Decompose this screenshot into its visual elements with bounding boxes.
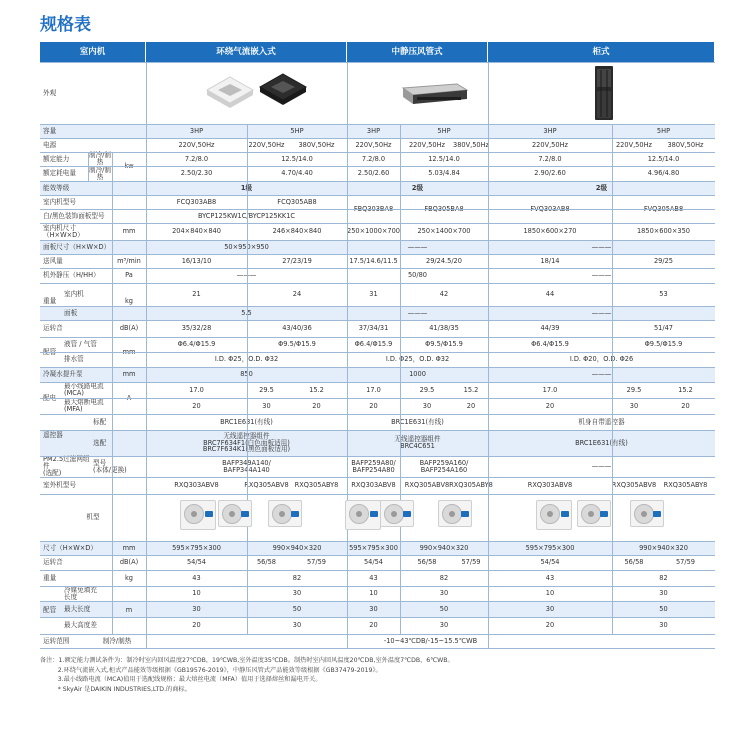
outdoor-size-value: 990×940×320	[419, 543, 469, 552]
power-consumption-value: 4.70/4.40	[281, 169, 313, 178]
row-divider	[40, 414, 715, 415]
label-electric: 配电	[43, 393, 57, 402]
drain-value: I.D. Φ20，O.D. Φ26	[569, 355, 634, 364]
hp-value: 3HP	[189, 126, 204, 135]
brand-logo-icon	[653, 511, 661, 517]
charge-free-value: 30	[439, 589, 449, 598]
empty-value: ———	[591, 308, 612, 317]
label-unit-mm: mm	[122, 227, 136, 236]
outdoor-model-value: RXQ305ABV8	[404, 481, 450, 490]
row-divider	[40, 570, 715, 571]
max-length-value: 50	[292, 604, 302, 613]
label-op-cool-heat: 制冷/制热	[102, 636, 132, 645]
row-divider	[40, 648, 715, 649]
liquid-gas-value: Φ9.5/Φ15.9	[425, 340, 463, 349]
max-length-value: 50	[439, 604, 449, 613]
label-pm25-model: 型号 (本体/更换)	[93, 458, 127, 474]
static-pressure-value: 50/80	[407, 271, 427, 280]
label-outdoor-weight: 重量	[43, 573, 57, 582]
indoor-model-value: FBQ305BA8	[424, 204, 464, 213]
outdoor-noise-value: 56/58	[624, 558, 644, 567]
label-mca: 最小线路电流 (MCA)	[64, 382, 104, 397]
capacity-value: 12.5/14.0	[647, 154, 680, 163]
charge-free-value: 10	[369, 589, 378, 598]
label-outdoor-size: 尺寸（H×W×D）	[43, 543, 97, 552]
airflow-value: 17.5/14.6/11.5	[349, 256, 398, 265]
label-pm25: PM2.5过滤网组件 (选配)	[43, 455, 90, 477]
brand-logo-icon	[403, 511, 411, 517]
airflow-value: 27/23/19	[282, 256, 312, 265]
power-value: 220V,50Hz	[178, 140, 215, 149]
mfa-value: 20	[192, 401, 201, 410]
power-consumption-value: 4.96/4.80	[647, 169, 680, 178]
row-divider	[40, 586, 715, 587]
mca-value: 17.0	[189, 385, 204, 394]
row-divider	[40, 283, 715, 284]
noise-value: 43/40/36	[282, 324, 312, 333]
col-divider	[88, 152, 89, 181]
row-divider	[40, 240, 715, 241]
power-value: 220V,50Hz	[615, 140, 652, 149]
header-duct: 中静压风管式	[347, 42, 488, 62]
outdoor-size-value: 595×795×300	[349, 543, 398, 552]
indoor-size-value: 246×840×840	[272, 227, 322, 236]
max-length-value: 30	[545, 604, 555, 613]
airflow-value: 29/24.5/20	[426, 256, 462, 265]
empty-value: ———	[591, 370, 612, 379]
mca-value: 17.0	[366, 385, 381, 394]
power-consumption-value: 2.90/2.60	[534, 169, 566, 178]
mfa-value: 20	[681, 401, 690, 410]
mca-value: 29.5	[626, 385, 642, 394]
label-appearance: 外观	[43, 88, 57, 97]
capacity-value: 12.5/14.0	[428, 154, 460, 163]
row-divider	[40, 382, 715, 383]
mfa-value: 20	[545, 401, 555, 410]
label-panel-size: 面板尺寸（H×W×D）	[43, 242, 111, 251]
row-divider	[40, 195, 715, 196]
row-divider	[40, 541, 715, 542]
label-unit-m: m	[125, 605, 133, 614]
max-length-value: 30	[369, 604, 378, 613]
label-airflow: 送风量	[43, 256, 63, 265]
label-controller: 遥控器	[43, 430, 63, 439]
col-divider	[488, 62, 489, 648]
hp-value: 3HP	[366, 126, 381, 135]
row-divider	[40, 555, 715, 556]
label-unit-db: dB(A)	[119, 558, 139, 567]
brand-logo-icon	[600, 511, 608, 517]
outdoor-weight-value: 43	[369, 573, 378, 582]
row-divider	[40, 601, 715, 602]
label-unit-mm: mm	[122, 370, 136, 379]
outdoor-unit-image	[536, 500, 572, 530]
outdoor-weight-value: 82	[292, 573, 302, 582]
mca-value: 15.2	[309, 385, 324, 394]
pm25-value: BAFP259A160/ BAFP254A160	[419, 458, 469, 474]
liquid-gas-value: Φ9.5/Φ15.9	[278, 340, 316, 349]
indoor-model-value: FCQ305AB8	[277, 197, 317, 206]
row-divider	[40, 398, 715, 399]
row-divider	[40, 268, 715, 269]
weight-indoor-value: 42	[439, 290, 449, 299]
label-indoor-size: 室内机尺寸（H×W×D）	[43, 223, 84, 239]
noise-value: 51/47	[653, 324, 673, 333]
label-liquid-gas: 液管 / 气管	[64, 340, 97, 349]
outdoor-size-value: 990×940×320	[272, 543, 322, 552]
fan-icon	[184, 504, 204, 524]
indoor-size-value: 250×1000×700	[347, 227, 401, 236]
fan-icon	[634, 504, 654, 524]
mfa-value: 30	[422, 401, 432, 410]
weight-indoor-value: 53	[659, 290, 668, 299]
row-divider	[40, 166, 715, 167]
row-divider	[40, 124, 715, 125]
empty-value: ———	[591, 242, 612, 251]
label-max-length: 最大长度	[64, 604, 91, 613]
note-1: 备注：1.额定能力测试条件为：制冷时室内回风温度27℃DB，19℃WB,室外温度35℃DB。制热时室内回风温度20℃DB,室外温度7℃DB，6℃WB。	[40, 657, 454, 664]
panel-size-value: 50×950×950	[224, 242, 269, 251]
brand-logo-icon	[205, 511, 213, 517]
row-divider	[40, 181, 715, 182]
outdoor-unit-image	[268, 500, 302, 527]
brand-logo-icon	[291, 511, 299, 517]
capacity-value: 7.2/8.0	[184, 154, 209, 163]
empty-value: ———	[407, 242, 428, 251]
noise-value: 35/32/28	[181, 324, 212, 333]
outdoor-weight-value: 82	[659, 573, 668, 582]
brand-logo-icon	[461, 511, 469, 517]
op-range-value: -10~43℃DB/-15~15.5℃WB	[383, 636, 478, 645]
duct-unit-image	[399, 80, 469, 110]
label-power: 电源	[43, 140, 57, 149]
max-height-value: 20	[192, 621, 201, 630]
row-divider	[40, 634, 715, 635]
label-unit-pa: Pa	[125, 271, 133, 280]
capacity-value: 12.5/14.0	[281, 154, 313, 163]
label-drain-lift: 冷凝水提升泵	[43, 370, 83, 379]
note-2: 2.环绕气流嵌入式,柜式产品能效等级根据《GB19576-2019》，中静压风管式产品能效等级根据《GB37479-2019》。	[40, 666, 382, 674]
label-weight-panel: 面板	[64, 308, 78, 317]
label-capacity: 容量	[43, 126, 57, 135]
fan-icon	[384, 504, 404, 524]
label-standard: 标配	[93, 417, 107, 426]
empty-value: ———	[591, 271, 612, 280]
mfa-value: 20	[369, 401, 378, 410]
black-cassette-unit-image	[258, 72, 308, 108]
label-unit-mm: mm	[122, 543, 136, 552]
efficiency-value: 1级	[240, 183, 253, 192]
weight-indoor-value: 31	[369, 290, 378, 299]
mfa-value: 30	[629, 401, 639, 410]
outdoor-model-value: RXQ305ABY8	[663, 481, 708, 490]
indoor-size-value: 250×1400×700	[417, 227, 471, 236]
outdoor-noise-value: 54/54	[363, 558, 383, 567]
outdoor-model-value: RXQ305ABY8	[294, 481, 339, 490]
label-charge-free: 冷媒免填充 长度	[64, 585, 97, 601]
power-consumption-value: 2.50/2.60	[357, 169, 390, 178]
page-title: 规格表	[40, 15, 91, 35]
row-divider	[40, 617, 715, 618]
max-height-value: 30	[292, 621, 302, 630]
footnotes	[40, 656, 720, 694]
empty-value: ———	[407, 308, 428, 317]
outdoor-unit-image	[438, 500, 472, 527]
noise-value: 44/39	[540, 324, 560, 333]
fan-icon	[272, 504, 292, 524]
floor-standing-unit-image	[593, 65, 615, 121]
label-unit-kg: kg	[124, 297, 133, 306]
col-divider	[247, 124, 248, 634]
outdoor-model-value: RXQ305ABV8	[244, 481, 289, 490]
outdoor-unit-image	[218, 500, 252, 527]
liquid-gas-value: Φ6.4/Φ15.9	[354, 340, 393, 349]
label-noise: 运转音	[43, 324, 63, 333]
label-static-pressure: 机外静压（H/HH）	[43, 271, 100, 280]
mfa-value: 20	[466, 401, 476, 410]
label-unit-mm: mm	[122, 347, 136, 356]
label-unit-model: 机型	[86, 513, 100, 522]
label-outdoor-model: 室外机型号	[43, 481, 76, 490]
fan-icon	[540, 504, 560, 524]
power-value: 380V,50Hz	[298, 140, 335, 149]
note-3: 3.最小线路电流（MCA)值用于选配线规格；最大熔丝电流（MFA）值用于选择熔丝和漏电开关。	[40, 676, 322, 684]
label-unit-airflow: m³/min	[117, 256, 141, 265]
controller-standard-value: BRC1E631(有线)	[220, 417, 273, 426]
label-optional: 选配	[93, 438, 107, 447]
max-height-value: 30	[439, 621, 449, 630]
row-divider	[40, 456, 715, 457]
row-divider	[40, 254, 715, 255]
outdoor-model-value: RXQ305ABV8	[611, 481, 657, 490]
outdoor-size-value: 595×795×300	[525, 543, 575, 552]
power-consumption-value: 2.50/2.30	[180, 169, 213, 178]
weight-panel-value: 5.5	[241, 308, 252, 317]
row-divider	[40, 152, 715, 153]
outdoor-noise-value: 54/54	[540, 558, 560, 567]
hp-value: 5HP	[290, 126, 304, 135]
mca-value: 29.5	[259, 385, 274, 394]
power-value: 380V,50Hz	[667, 140, 704, 149]
row-divider	[40, 494, 715, 495]
power-consumption-value: 5.03/4.84	[428, 169, 460, 178]
max-length-value: 30	[192, 604, 201, 613]
pm25-value: BAFP349A140/ BAFP344A140	[222, 458, 271, 474]
label-drain: 排水管	[64, 355, 84, 364]
mca-value: 29.5	[419, 385, 435, 394]
white-cassette-unit-image	[205, 75, 255, 111]
outdoor-unit-image	[345, 500, 381, 530]
label-weight: 重量	[43, 297, 57, 306]
label-cool-heat: 制冷/制热	[88, 151, 111, 166]
weight-indoor-value: 21	[192, 290, 201, 299]
indoor-model-value: FVQ303AB8	[530, 204, 570, 213]
label-weight-indoor: 室内机	[64, 290, 84, 299]
label-rated-capacity: 额定能力	[43, 154, 70, 163]
header-floor: 柜式	[488, 42, 715, 62]
label-unit-db: dB(A)	[119, 324, 139, 333]
power-value: 220V,50Hz	[248, 140, 285, 149]
noise-value: 37/34/31	[358, 324, 389, 333]
efficiency-value: 2级	[411, 183, 424, 192]
mca-value: 15.2	[678, 385, 693, 394]
fan-icon	[222, 504, 242, 524]
power-value: 220V,50Hz	[531, 140, 568, 149]
max-height-value: 20	[545, 621, 555, 630]
controller-standard-value: 机身自带遥控器	[578, 417, 625, 426]
outdoor-noise-value: 56/58	[417, 558, 437, 567]
note-4: * SkyAir 是DAIKIN INDUSTRIES,LTD.的商标。	[40, 685, 191, 693]
header-cassette: 环绕气流嵌入式	[146, 42, 347, 62]
label-piping: 配管	[43, 605, 57, 614]
panel-model-value: BYCP125KW1C/BYCP125KK1C	[197, 211, 296, 220]
col-divider	[347, 62, 348, 648]
indoor-model-value: FBQ303BA8	[353, 204, 394, 213]
pm25-value: BAFP259A80/ BAFP254A80	[351, 458, 396, 474]
liquid-gas-value: Φ9.5/Φ15.9	[644, 340, 683, 349]
label-unit-kw: kw	[124, 162, 134, 171]
weight-indoor-value: 44	[545, 290, 555, 299]
charge-free-value: 10	[545, 589, 555, 598]
controller-standard-value: BRC1E631(有线)	[391, 417, 444, 426]
label-unit-a: A	[126, 393, 132, 402]
max-height-value: 30	[659, 621, 668, 630]
label-efficiency: 能效等级	[43, 183, 70, 192]
outdoor-unit-image	[180, 500, 216, 530]
mfa-value: 20	[312, 401, 321, 410]
row-divider	[40, 337, 715, 338]
label-indoor-model: 室内机型号	[43, 197, 76, 206]
fan-icon	[442, 504, 462, 524]
mca-value: 15.2	[463, 385, 479, 394]
brand-logo-icon	[561, 511, 569, 517]
mca-value: 17.0	[542, 385, 558, 394]
outdoor-noise-value: 56/58	[256, 558, 276, 567]
liquid-gas-value: Φ6.4/Φ15.9	[531, 340, 569, 349]
label-cool-heat: 制冷/制热	[88, 165, 111, 181]
hp-value: 5HP	[656, 126, 671, 135]
row-divider	[40, 209, 715, 210]
indoor-model-value: FVQ305AB8	[643, 204, 684, 213]
outdoor-noise-value: 57/59	[675, 558, 695, 567]
hp-value: 5HP	[437, 126, 451, 135]
power-value: 220V,50Hz	[408, 140, 445, 149]
controller-optional-value: 无线遥控器组件 BRC7F634F1(白色面板适用) BRC7F634K1(黑色面板适用)	[202, 431, 291, 454]
fan-icon	[349, 504, 369, 524]
brand-logo-icon	[241, 511, 249, 517]
efficiency-value: 2级	[595, 183, 608, 192]
outdoor-size-value: 990×940×320	[639, 543, 688, 552]
row-divider	[40, 223, 715, 224]
hp-value: 3HP	[543, 126, 557, 135]
drain-lift-value: 850	[240, 370, 253, 379]
brand-logo-icon	[370, 511, 378, 517]
controller-optional-value: BRC1E631(有线)	[575, 438, 628, 447]
label-rated-power: 额定耗电量	[43, 169, 76, 178]
row-divider	[40, 430, 715, 431]
airflow-value: 29/25	[653, 256, 673, 265]
airflow-value: 16/13/10	[181, 256, 212, 265]
max-length-value: 50	[659, 604, 668, 613]
drain-lift-value: 1000	[409, 370, 426, 379]
indoor-size-value: 204×840×840	[172, 227, 221, 236]
label-panel-model: 白/黑色装饰面板型号	[43, 211, 105, 220]
capacity-value: 7.2/8.0	[361, 154, 386, 163]
label-max-height: 最大高度差	[64, 621, 97, 630]
col-divider	[112, 152, 113, 634]
charge-free-value: 30	[292, 589, 302, 598]
col-divider	[146, 62, 147, 648]
power-value: 380V,50Hz	[453, 140, 490, 149]
col-divider	[400, 124, 401, 634]
outdoor-noise-value: 57/59	[306, 558, 326, 567]
outdoor-model-value: RXQ303ABV8	[527, 481, 573, 490]
row-divider	[40, 352, 715, 353]
label-op-range: 运转范围	[43, 636, 70, 645]
empty-value: ———	[236, 271, 257, 280]
capacity-value: 7.2/8.0	[538, 154, 562, 163]
noise-value: 41/38/35	[429, 324, 459, 333]
indoor-model-value: FCQ303AB8	[176, 197, 217, 206]
row-divider	[40, 306, 715, 307]
power-value: 220V,50Hz	[355, 140, 392, 149]
outdoor-unit-image	[380, 500, 414, 527]
max-height-value: 20	[369, 621, 378, 630]
indoor-size-value: 1850×600×270	[523, 227, 577, 236]
empty-value: ———	[591, 462, 612, 471]
airflow-value: 18/14	[540, 256, 560, 265]
label-unit-kg: kg	[124, 573, 133, 582]
controller-optional-value: 无线遥控器组件 BRC4C651	[394, 435, 441, 450]
label-mfa: 最大熔断电流 (MFA)	[64, 398, 104, 413]
charge-free-value: 30	[659, 589, 668, 598]
weight-indoor-value: 24	[292, 290, 302, 299]
outdoor-noise-value: 57/59	[461, 558, 481, 567]
fan-icon	[581, 504, 601, 524]
col-divider	[612, 124, 613, 634]
header-indoor: 室内机	[40, 42, 146, 62]
outdoor-unit-image	[630, 500, 664, 527]
row-divider	[40, 320, 715, 321]
outdoor-weight-value: 43	[545, 573, 555, 582]
outdoor-model-value: RXQ303ABV8	[174, 481, 219, 490]
row-divider	[40, 138, 715, 139]
indoor-size-value: 1850×600×350	[636, 227, 690, 236]
label-outdoor-noise: 运转音	[43, 558, 63, 567]
row-divider	[40, 477, 715, 478]
outdoor-weight-value: 43	[192, 573, 201, 582]
drain-value: I.D. Φ25，O.D. Φ32	[385, 355, 450, 364]
outdoor-model-value: RXQ303ABV8	[351, 481, 396, 490]
charge-free-value: 10	[192, 589, 201, 598]
mfa-value: 30	[262, 401, 271, 410]
row-divider	[40, 367, 715, 368]
row-divider	[40, 62, 715, 63]
outdoor-size-value: 595×795×300	[172, 543, 221, 552]
outdoor-noise-value: 54/54	[186, 558, 206, 567]
drain-value: I.D. Φ25，O.D. Φ32	[214, 355, 279, 364]
liquid-gas-value: Φ6.4/Φ15.9	[177, 340, 216, 349]
outdoor-unit-image	[577, 500, 611, 527]
outdoor-model-value: RXQ305ABY8	[449, 481, 493, 490]
label-piping: 配管	[43, 347, 57, 356]
outdoor-weight-value: 82	[439, 573, 449, 582]
